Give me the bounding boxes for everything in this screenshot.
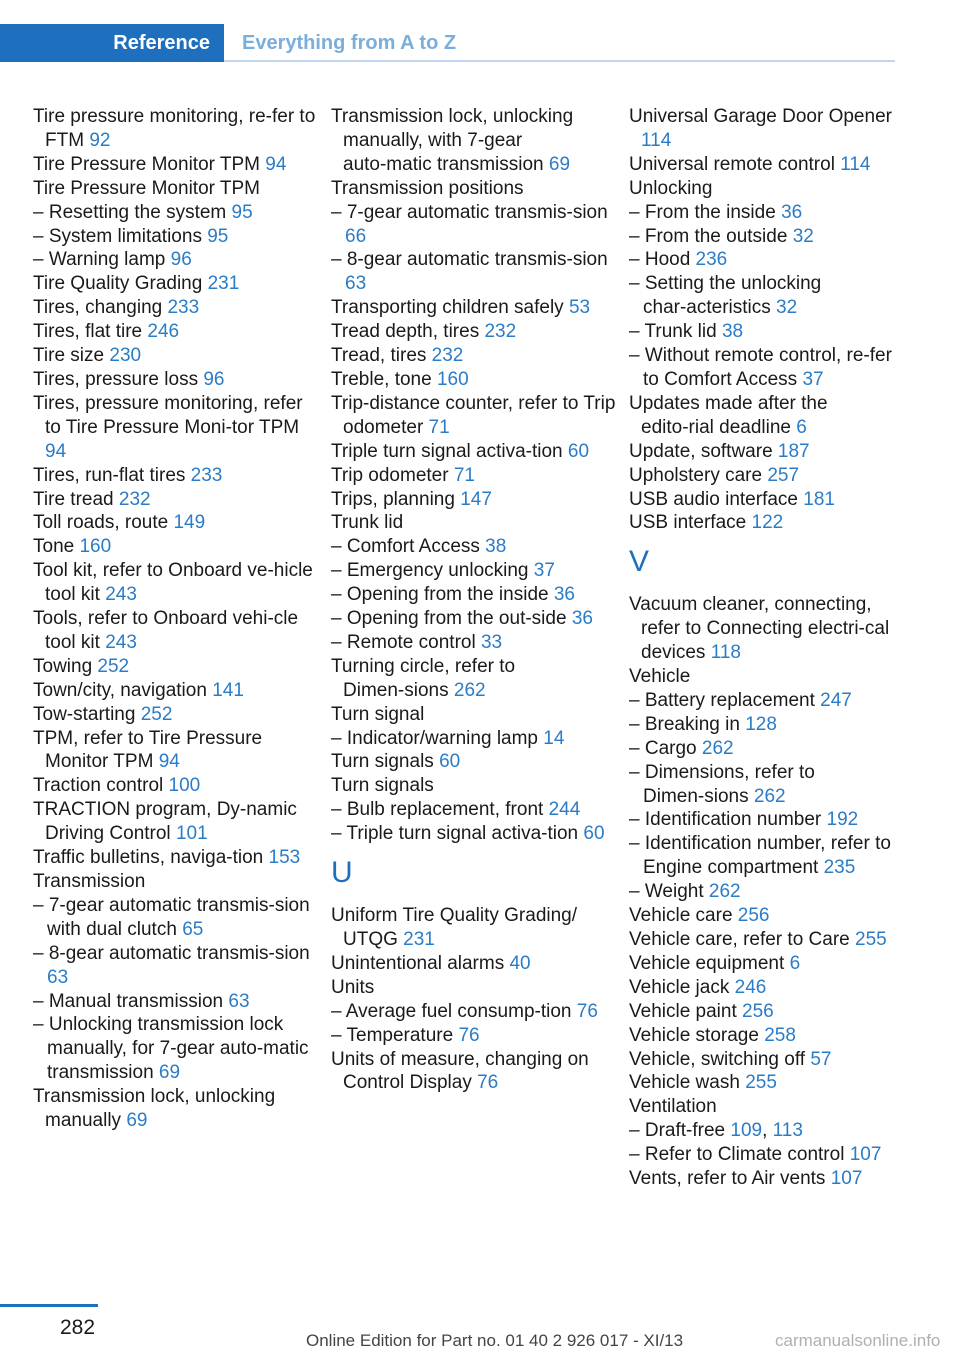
- index-entry: [629, 1167, 899, 1191]
- entry-label: – Bulb replacement, front: [331, 799, 549, 821]
- entry-label: – Breaking in: [629, 713, 746, 735]
- entry-label: – Without remote control, re‑fer to Comfort Access: [629, 345, 892, 390]
- index-entry: [629, 105, 899, 153]
- entry-label: Vacuum cleaner, connecting, refer to Connecting electri‑cal devices: [629, 594, 890, 664]
- page-link[interactable]: 94: [45, 440, 67, 462]
- page-link[interactable]: 95: [207, 225, 229, 247]
- entry-label: USB audio interface: [629, 488, 804, 510]
- entry-label: Tread depth, tires: [331, 321, 485, 343]
- page-link[interactable]: 71: [453, 464, 475, 486]
- page-link[interactable]: 187: [777, 440, 810, 462]
- index-subentry: [629, 344, 899, 392]
- entry-label: Vehicle, switching off: [629, 1048, 811, 1070]
- index-subentry: [33, 225, 318, 249]
- index-entry: [33, 559, 318, 607]
- entry-label: Tire Quality Grading: [33, 273, 208, 295]
- entry-label: – From the outside: [629, 225, 793, 247]
- page-link[interactable]: 243: [105, 631, 137, 653]
- entry-label: – Battery replacement: [629, 689, 821, 711]
- index-entry: [33, 392, 318, 464]
- page-link[interactable]: 32: [776, 297, 798, 319]
- entry-label: Triple turn signal activa‑tion: [331, 440, 568, 462]
- index-entry: [331, 296, 616, 320]
- index-subentry: [629, 1143, 899, 1167]
- index-entry: [331, 392, 616, 440]
- entry-label: Vehicle care: [629, 905, 738, 927]
- index-subentry: [629, 808, 899, 832]
- index-subentry: [629, 713, 899, 737]
- entry-label: Update, software: [629, 440, 778, 462]
- index-subentry: [331, 201, 616, 249]
- entry-label: – Comfort Access: [331, 536, 486, 558]
- index-entry: [331, 703, 616, 727]
- entry-label: Transporting children safely: [331, 297, 569, 319]
- entry-label: Tires, pressure monitoring, refer to Tire Pressure Moni‑tor TPM: [33, 392, 303, 438]
- page-link[interactable]: 57: [810, 1048, 832, 1070]
- section-tab: Reference: [0, 24, 224, 62]
- index-subentry: [629, 832, 899, 880]
- page-link[interactable]: 257: [767, 464, 800, 486]
- entry-label: – Dimensions, refer to Dimen‑sions: [629, 761, 815, 807]
- index-column-3: [629, 105, 899, 1191]
- entry-label: – Cargo: [629, 737, 702, 759]
- index-entry: [331, 750, 616, 774]
- entry-label: – Identification number, refer to Engine compartment: [629, 833, 891, 879]
- entry-label: Updates made after the edito‑rial deadline: [629, 392, 828, 438]
- entry-label: – Draft‑free: [629, 1120, 731, 1142]
- entry-label: Universal remote control: [629, 153, 841, 175]
- index-entry: [33, 153, 318, 177]
- index-entry: [629, 928, 899, 952]
- entry-label: Vehicle equipment: [629, 952, 790, 974]
- entry-label: Town/city, navigation: [33, 679, 213, 701]
- page-link[interactable]: 6: [789, 952, 801, 974]
- page-link[interactable]: 256: [737, 905, 770, 927]
- page-link[interactable]: 114: [840, 153, 871, 175]
- index-entry: [33, 105, 318, 153]
- page-link[interactable]: 147: [460, 488, 492, 510]
- entry-label: Tow‑starting: [33, 703, 141, 725]
- index-entry: [33, 798, 318, 846]
- entry-label: – Opening from the inside: [331, 584, 554, 606]
- footer-rule: [0, 1304, 98, 1307]
- index-entry: [629, 1095, 899, 1119]
- index-entry: [331, 320, 616, 344]
- entry-label: Vehicle wash: [629, 1072, 746, 1094]
- page-link[interactable]: 36: [553, 584, 575, 606]
- entry-label: – Manual transmission: [33, 990, 229, 1012]
- index-entry: [629, 904, 899, 928]
- page-link[interactable]: 33: [480, 631, 503, 653]
- page-link[interactable]: 63: [345, 273, 367, 295]
- index-subentry: [331, 535, 616, 559]
- edition-footer: Online Edition for Part no. 01 40 2 926 017 - XI/13: [306, 1331, 684, 1350]
- index-entry: [33, 655, 318, 679]
- index-entry: [629, 177, 899, 201]
- index-entry: [33, 464, 318, 488]
- entry-label: Turn signal: [331, 703, 425, 725]
- index-entry: [629, 1071, 899, 1095]
- page-link[interactable]: 69: [548, 153, 571, 175]
- entry-label: – Identification number: [629, 809, 827, 831]
- index-entry: [33, 679, 318, 703]
- index-entry: [629, 976, 899, 1000]
- page-link[interactable]: 192: [826, 809, 859, 831]
- page-link[interactable]: 114: [641, 129, 672, 151]
- index-entry: [33, 870, 318, 894]
- page-link[interactable]: 232: [118, 488, 151, 510]
- index-entry: [331, 904, 616, 952]
- index-subentry: [629, 880, 899, 904]
- index-entry: [331, 440, 616, 464]
- entry-label: TPM, refer to Tire Pressure Monitor TPM: [33, 727, 263, 773]
- entry-label: Tool kit, refer to Onboard ve‑hicle tool kit: [33, 560, 313, 606]
- entry-label: – Resetting the system: [33, 201, 232, 223]
- index-subentry: [629, 225, 899, 249]
- index-subentry: [331, 1000, 616, 1024]
- page-link[interactable]: 63: [47, 966, 69, 988]
- entry-label: – Trunk lid: [629, 321, 722, 343]
- page-link[interactable]: 252: [140, 703, 173, 725]
- entry-label: – 7‑gear automatic transmis‑sion: [331, 201, 608, 223]
- entry-label: Trunk lid: [331, 512, 404, 534]
- page-link[interactable]: 63: [228, 990, 250, 1012]
- index-subentry: [33, 248, 318, 272]
- index-subentry: [629, 689, 899, 713]
- page-link[interactable]: 262: [453, 679, 486, 701]
- index-entry: [33, 344, 318, 368]
- page-link[interactable]: 246: [734, 976, 767, 998]
- index-subentry: [331, 822, 616, 846]
- index-entry: [331, 177, 616, 201]
- page-link[interactable]: 258: [764, 1024, 796, 1046]
- page-link[interactable]: 6: [796, 416, 807, 438]
- entry-label: – Temperature: [331, 1024, 459, 1046]
- index-entry: [33, 320, 318, 344]
- entry-label: – Refer to Climate control: [629, 1144, 850, 1166]
- index-subentry: [629, 320, 899, 344]
- page-link[interactable]: 255: [855, 929, 887, 950]
- index-subentry: [331, 1024, 616, 1048]
- page-link[interactable]: 231: [403, 929, 435, 950]
- page-link[interactable]: 60: [583, 823, 605, 845]
- entry-label: – Triple turn signal activa‑tion: [331, 823, 584, 845]
- entry-label: Units: [331, 976, 375, 998]
- page-link[interactable]: 37: [533, 560, 555, 582]
- entry-label: Trip odometer: [331, 464, 454, 486]
- entry-label: Tires, pressure loss: [33, 368, 204, 390]
- index-subentry: [629, 248, 899, 272]
- page-link[interactable]: 96: [170, 249, 192, 271]
- entry-label: Trips, planning: [331, 488, 461, 510]
- entry-label: Transmission lock, unlocking manually, with 7‑gear auto‑matic transmission: [331, 106, 574, 175]
- page-link[interactable]: 149: [173, 512, 206, 534]
- page-link[interactable]: 36: [571, 608, 593, 630]
- index-entry: [629, 153, 899, 177]
- page-link[interactable]: 71: [428, 416, 450, 438]
- index-subentry: [33, 894, 318, 942]
- index-subentry: [629, 761, 899, 809]
- index-entry: [331, 488, 616, 512]
- entry-label: Vehicle: [629, 666, 691, 688]
- entry-label: – Remote control: [331, 631, 481, 653]
- watermark: carmanualsonline.info: [775, 1331, 941, 1350]
- page-link[interactable]: 262: [701, 737, 734, 759]
- entry-label: – Hood: [629, 249, 696, 271]
- page-link[interactable]: 244: [548, 799, 581, 821]
- page-header: [0, 24, 895, 62]
- page-number: 282: [60, 1316, 96, 1339]
- page-link[interactable]: 128: [745, 713, 777, 735]
- index-entry: [331, 774, 616, 798]
- page-link[interactable]: 107: [849, 1144, 882, 1166]
- entry-label: Vehicle paint: [629, 1000, 743, 1022]
- entry-label: Traffic bulletins, naviga‑tion: [33, 847, 269, 869]
- index-entry: [33, 296, 318, 320]
- index-entry: [629, 952, 899, 976]
- page-link[interactable]: 65: [182, 918, 204, 940]
- entry-label: Toll roads, route: [33, 512, 174, 534]
- page-link[interactable]: 141: [212, 679, 244, 701]
- page-link[interactable]: 40: [509, 952, 531, 974]
- index-entry: [33, 511, 318, 535]
- entry-label: Tire Pressure Monitor TPM: [33, 177, 260, 199]
- page-link[interactable]: 113: [772, 1120, 803, 1142]
- entry-label: Transmission lock, unlocking manually: [33, 1086, 276, 1132]
- index-entry: [33, 607, 318, 655]
- page-link[interactable]: 36: [781, 201, 803, 223]
- entry-label: – 7‑gear automatic transmis‑sion with dual clutch: [33, 894, 310, 940]
- index-subentry: [33, 201, 318, 225]
- index-entry: [629, 440, 899, 464]
- entry-label: Traction control: [33, 775, 169, 797]
- page-link[interactable]: 94: [158, 751, 180, 773]
- index-subentry: [629, 272, 899, 320]
- entry-label: – System limitations: [33, 225, 208, 247]
- index-entry: [331, 344, 616, 368]
- entry-label: Tread, tires: [331, 345, 432, 367]
- entry-label: – Warning lamp: [33, 249, 171, 271]
- index-entry: [331, 952, 616, 976]
- entry-label: Tools, refer to Onboard vehi‑cle tool kit: [33, 608, 299, 653]
- entry-label: TRACTION program, Dy‑namic Driving Control: [33, 799, 297, 845]
- index-entry: [629, 488, 899, 512]
- page-link[interactable]: 262: [753, 785, 786, 807]
- entry-label: Towing: [33, 655, 98, 677]
- page-link[interactable]: 76: [477, 1072, 499, 1094]
- index-entry: [629, 1048, 899, 1072]
- entry-label: Vents, refer to Air vents: [629, 1168, 831, 1190]
- page-link[interactable]: 262: [708, 881, 741, 903]
- page-link[interactable]: 60: [439, 751, 461, 773]
- index-entry: [331, 368, 616, 392]
- index-entry: [33, 846, 318, 870]
- entry-label: – Indicator/warning lamp: [331, 727, 544, 749]
- entry-label: Tire Pressure Monitor TPM: [33, 153, 266, 175]
- page-link[interactable]: 38: [721, 321, 744, 343]
- index-entry: [331, 464, 616, 488]
- page-link[interactable]: 94: [265, 153, 287, 175]
- entry-label: Turn signals: [331, 775, 434, 797]
- page-link[interactable]: 76: [576, 1000, 598, 1022]
- index-subentry: [331, 583, 616, 607]
- page-link[interactable]: 107: [830, 1168, 863, 1190]
- entry-label: Vehicle jack: [629, 976, 735, 998]
- index-entry: [629, 665, 899, 689]
- index-entry: [331, 511, 616, 535]
- index-entry: [629, 1000, 899, 1024]
- entry-label: – Weight: [629, 881, 709, 903]
- entry-label: Universal Garage Door Opener: [629, 106, 892, 127]
- entry-label: Upholstery care: [629, 464, 768, 486]
- page-link[interactable]: 236: [695, 249, 728, 271]
- entry-label: Unlocking: [629, 177, 713, 199]
- index-entry: [33, 703, 318, 727]
- index-entry: [629, 1024, 899, 1048]
- page-link[interactable]: 92: [89, 129, 111, 151]
- index-subentry: [33, 990, 318, 1014]
- index-entry: [33, 177, 318, 201]
- index-subentry: [331, 798, 616, 822]
- page-link[interactable]: 95: [231, 201, 253, 223]
- index-entry: [33, 368, 318, 392]
- page-link[interactable]: 232: [431, 345, 464, 367]
- page-link[interactable]: 160: [79, 536, 112, 558]
- header-rule: [224, 60, 895, 62]
- page-link[interactable]: 230: [109, 345, 142, 367]
- entry-label: Transmission positions: [331, 177, 524, 199]
- entry-label: USB interface: [629, 512, 752, 534]
- page-link[interactable]: 252: [97, 655, 130, 677]
- index-letter-heading: U: [331, 856, 353, 890]
- page-link[interactable]: 53: [568, 297, 591, 319]
- entry-label: Vehicle storage: [629, 1024, 765, 1046]
- entry-label: Treble, tone: [331, 368, 437, 390]
- page-link[interactable]: 181: [803, 488, 835, 510]
- entry-label: Units of measure, changing on Control Display: [331, 1048, 589, 1094]
- index-subentry: [629, 201, 899, 225]
- index-subentry: [331, 559, 616, 583]
- entry-label: Tires, run‑flat tires: [33, 464, 191, 486]
- index-letter-heading: V: [629, 545, 650, 579]
- index-entry: [331, 976, 616, 1000]
- entry-label: Tire size: [33, 345, 110, 367]
- page-link[interactable]: 60: [567, 440, 590, 462]
- page-link[interactable]: 109: [730, 1120, 763, 1142]
- index-entry: [33, 272, 318, 296]
- index-column-2: [331, 105, 616, 1095]
- index-entry: [331, 655, 616, 703]
- entry-label: – 8‑gear automatic transmis‑sion: [33, 942, 310, 964]
- page-link[interactable]: 235: [823, 857, 856, 879]
- chapter-title: Everything from A to Z: [242, 32, 457, 54]
- entry-label: Tone: [33, 536, 80, 558]
- page-link[interactable]: 232: [484, 321, 517, 343]
- index-entry: [331, 1048, 616, 1096]
- page-link[interactable]: 233: [167, 297, 200, 319]
- page-link[interactable]: 231: [207, 273, 240, 295]
- index-entry: [331, 105, 616, 177]
- index-column-1: [33, 105, 318, 1133]
- page-link[interactable]: 118: [710, 642, 741, 664]
- entry-label: – Emergency unlocking: [331, 560, 534, 582]
- index-entry: [33, 488, 318, 512]
- page-link[interactable]: 96: [203, 368, 225, 390]
- page-link[interactable]: 69: [158, 1062, 181, 1084]
- index-subentry: [33, 942, 318, 990]
- page-link[interactable]: 233: [190, 464, 223, 486]
- index-entry: [629, 511, 899, 535]
- page-link[interactable]: 256: [742, 1000, 774, 1022]
- index-subentry: [331, 727, 616, 751]
- index-entry: [33, 1085, 318, 1133]
- index-entry: [33, 535, 318, 559]
- entry-label: Uniform Tire Quality Grading/ UTQG: [331, 905, 578, 950]
- entry-label: Tire pressure monitoring, re‑fer to FTM: [33, 106, 316, 151]
- page-link[interactable]: 76: [458, 1024, 480, 1046]
- entry-label: – 8‑gear automatic transmis‑sion: [331, 249, 608, 271]
- page-link[interactable]: 246: [147, 321, 180, 343]
- index-subentry: [331, 248, 616, 296]
- entry-label: Turn signals: [331, 751, 440, 773]
- index-subentry: – Draft‑free 109, 113: [629, 1120, 803, 1142]
- page-link[interactable]: 37: [802, 368, 824, 390]
- entry-label: – Average fuel consump‑tion: [331, 1000, 577, 1022]
- index-entry: [629, 464, 899, 488]
- page-link[interactable]: 32: [792, 225, 814, 247]
- page-link[interactable]: 160: [436, 368, 469, 390]
- index-subentry: [331, 631, 616, 655]
- index-entry: [33, 727, 318, 775]
- index-entry: [629, 593, 899, 665]
- entry-label: Unintentional alarms: [331, 952, 510, 974]
- page-link[interactable]: 66: [345, 225, 367, 247]
- page-link[interactable]: 243: [105, 584, 137, 606]
- page-link[interactable]: 14: [543, 727, 565, 749]
- entry-label: Tire tread: [33, 488, 119, 510]
- entry-label: Transmission: [33, 871, 146, 892]
- index-entry: [629, 392, 899, 440]
- page-link[interactable]: 153: [268, 847, 301, 869]
- page-link[interactable]: 255: [745, 1072, 777, 1094]
- entry-label: – Setting the unlocking char‑acteristics: [629, 273, 822, 319]
- entry-label: – Opening from the out‑side: [331, 608, 572, 630]
- page-link[interactable]: 122: [751, 512, 784, 534]
- page-link[interactable]: 247: [820, 689, 852, 711]
- page-link[interactable]: 101: [175, 823, 208, 845]
- entry-label: Tires, changing: [33, 297, 168, 319]
- index-entry: [33, 774, 318, 798]
- entry-label: Tires, flat tire: [33, 321, 148, 343]
- index-subentry: [629, 737, 899, 761]
- page-link[interactable]: 100: [168, 775, 201, 797]
- index-subentry: [33, 1013, 318, 1085]
- entry-label: – From the inside: [629, 201, 782, 223]
- page-link[interactable]: 38: [485, 536, 507, 558]
- entry-label: Turning circle, refer to Dimen‑sions: [331, 655, 516, 701]
- page-link[interactable]: 69: [126, 1110, 148, 1132]
- entry-label: Trip‑distance counter, refer to Trip odometer: [331, 392, 616, 438]
- index-subentry: [331, 607, 616, 631]
- entry-label: Vehicle care, refer to Care: [629, 929, 855, 950]
- entry-label: – Unlocking transmission lock manually, for 7‑gear auto‑matic transmission: [33, 1014, 309, 1084]
- entry-label: Ventilation: [629, 1096, 717, 1118]
